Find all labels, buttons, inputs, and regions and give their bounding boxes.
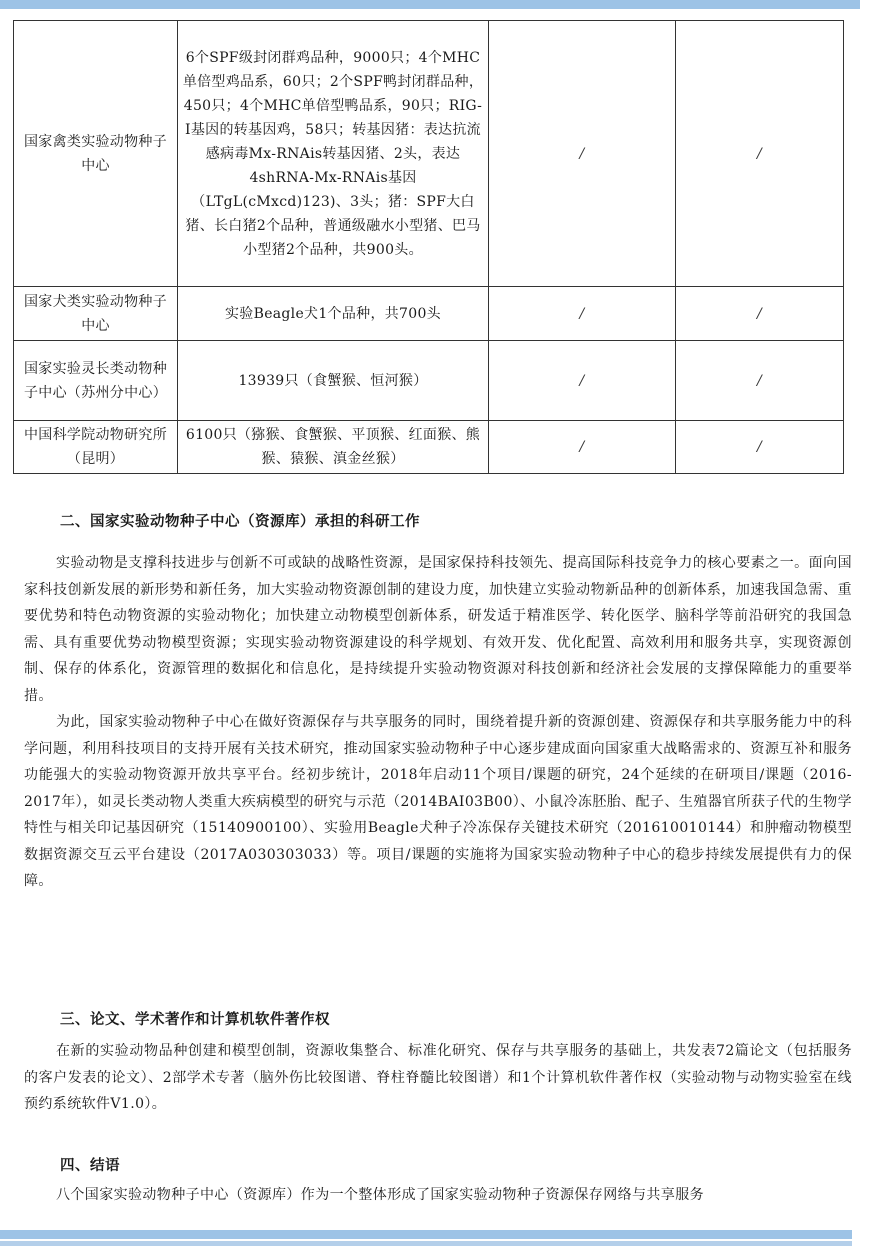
top-accent-bar xyxy=(0,0,860,9)
section-publications xyxy=(0,1008,874,1118)
details-cell: 实验Beagle犬1个品种，共700头 xyxy=(178,287,489,341)
slash-cell: / xyxy=(676,21,844,287)
institution-cell: 国家实验灵长类动物种子中心（苏州分中心） xyxy=(14,341,178,421)
table-row xyxy=(14,421,844,474)
section-research xyxy=(0,510,874,895)
bottom-accent-bar xyxy=(0,1230,852,1239)
slash-cell: / xyxy=(489,421,676,474)
details-cell: 13939只（食蟹猴、恒河猴） xyxy=(178,341,489,421)
section-heading: 四、结语 xyxy=(60,1157,120,1174)
slash-cell: / xyxy=(489,341,676,421)
table-row xyxy=(14,21,844,287)
institution-cell: 国家禽类实验动物种子中心 xyxy=(14,21,178,287)
section-conclusion xyxy=(0,1154,874,1209)
slash-cell: / xyxy=(676,341,844,421)
section-heading: 三、论文、学术著作和计算机软件著作权 xyxy=(60,1011,330,1028)
resource-table xyxy=(13,20,844,474)
details-cell: 6个SPF级封闭群鸡品种，9000只；4个MHC单倍型鸡品系，60只；2个SPF鸭封闭群品种，450只；4个MHC单倍型鸭品系，90只；RIG-I基因的转基因鸡，58只；转基因猪：表达抗流感病毒Mx-RNAis转基因猪、2头，表达4shRNA-Mx-RNAis基因（LTgL(cMxcd)123)、3头；猪：SPF大白猪、长白猪2个品种，普通级融水小型猪、巴马小型猪2个品种，共900头。 xyxy=(178,21,489,287)
institution-cell: 国家犬类实验动物种子中心 xyxy=(14,287,178,341)
table-row xyxy=(14,287,844,341)
slash-cell: / xyxy=(489,287,676,341)
section-heading: 二、国家实验动物种子中心（资源库）承担的科研工作 xyxy=(60,513,420,530)
body-paragraph: 为此，国家实验动物种子中心在做好资源保存与共享服务的同时，围绕着提升新的资源创建、资源保存和共享服务能力中的科学问题，利用科技项目的支持开展有关技术研究，推动国家实验动物种子中心逐步建成面向国家重大战略需求的、资源互补和服务功能强大的实验动物资源开放共享平台。经初步统计，2018年启动11个项目/课题的研究，24个延续的在研项目/课题（2016-2017年），如灵长类动物人类重大疾病模型的研究与示范（2014BAI03B00）、小鼠冷冻胚胎、配子、生殖器官所获子代的生物学特性与相关印记基因研究（15140900100）、实验用Beagle犬种子冷冻保存关键技术研究（201610010144）和肿瘤动物模型数据资源交互云平台建设（2017A030303033）等。项目/课题的实施将为国家实验动物种子中心的稳步持续发展提供有力的保障。 xyxy=(24,714,852,889)
body-paragraph: 在新的实验动物品种创建和模型创制，资源收集整合、标准化研究、保存与共享服务的基础上，共发表72篇论文（包括服务的客户发表的论文）、2部学术专著（脑外伤比较图谱、脊柱脊髓比较图谱）和1个计算机软件著作权（实验动物与动物实验室在线预约系统软件V1.0）。 xyxy=(24,1043,852,1112)
body-paragraph: 八个国家实验动物种子中心（资源库）作为一个整体形成了国家实验动物种子资源保存网络与共享服务 xyxy=(56,1187,704,1203)
slash-cell: / xyxy=(489,21,676,287)
body-paragraph: 实验动物是支撑科技进步与创新不可或缺的战略性资源，是国家保持科技领先、提高国际科技竞争力的核心要素之一。面向国家科技创新发展的新形势和新任务，加大实验动物资源创制的建设力度，加快建立实验动物新品种的创新体系，加速我国急需、重要优势和特色动物资源的实验动物化；加快建立动物模型创新体系，研发适于精准医学、转化医学、脑科学等前沿研究的我国急需、具有重要优势动物模型资源；实现实验动物资源建设的科学规划、有效开发、优化配置、高效利用和服务共享，实现资源创制、保存的体系化，资源管理的数据化和信息化，是持续提升实验动物资源对科技创新和经济社会发展的支撑保障能力的重要举措。 xyxy=(24,555,852,704)
slash-cell: / xyxy=(676,421,844,474)
institution-cell: 中国科学院动物研究所（昆明） xyxy=(14,421,178,474)
table-row xyxy=(14,341,844,421)
details-cell: 6100只（猕猴、食蟹猴、平顶猴、红面猴、熊猴、猿猴、滇金丝猴） xyxy=(178,421,489,474)
slash-cell: / xyxy=(676,287,844,341)
bottom-accent-bar xyxy=(0,1241,852,1246)
